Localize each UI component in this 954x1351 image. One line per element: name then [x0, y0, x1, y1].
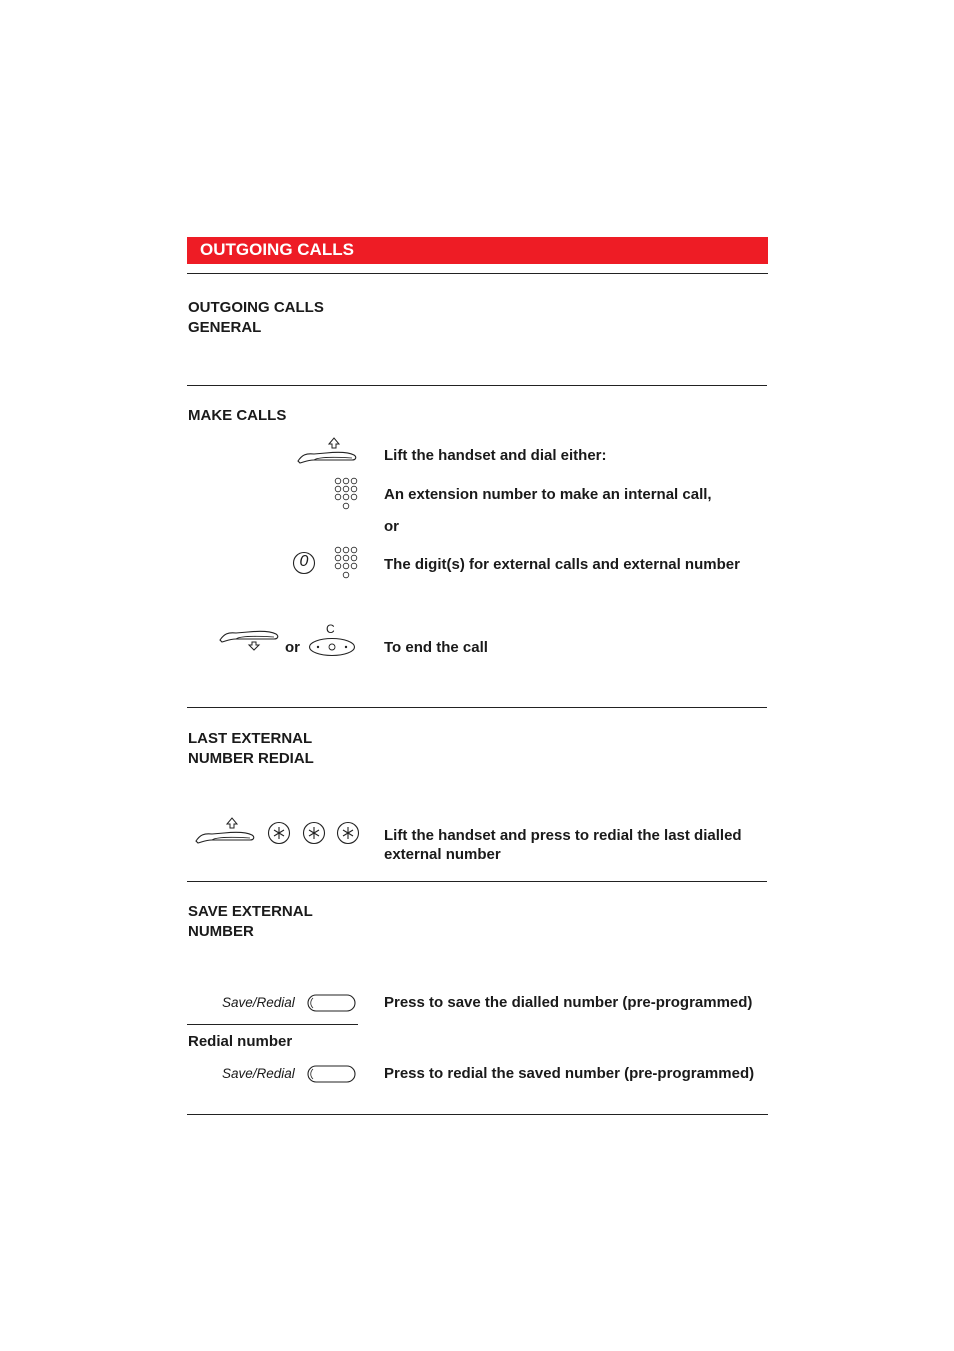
- programmable-key-icon[interactable]: [307, 1064, 357, 1084]
- divider: [187, 707, 767, 708]
- or-between-icons: or: [285, 639, 300, 656]
- star-key-icon: [267, 821, 291, 845]
- keypad-icon: [333, 476, 359, 512]
- save-number-heading: [188, 902, 313, 942]
- save-redial-key-label: Save/Redial: [222, 995, 295, 1010]
- keypad-icon: [333, 545, 359, 581]
- general-heading-line1: OUTGOING CALLS: [188, 299, 324, 316]
- programmable-key-icon[interactable]: [307, 993, 357, 1013]
- external-instruction: The digit(s) for external calls and external number: [384, 556, 740, 573]
- last-redial-heading-line1: LAST EXTERNAL: [188, 730, 313, 747]
- clear-key-icon: [308, 637, 356, 657]
- last-redial-text-line1: Lift the handset and press to redial the last dialled: [384, 827, 742, 844]
- general-heading-line2: GENERAL: [188, 319, 262, 336]
- handset-lift-icon: [296, 435, 358, 465]
- handset-replace-icon: [218, 628, 280, 654]
- divider: [187, 385, 767, 386]
- banner-title: OUTGOING CALLS: [200, 240, 354, 259]
- extension-instruction: An extension number to make an internal call,: [384, 486, 712, 503]
- sub-divider: [187, 1024, 358, 1025]
- divider: [187, 881, 767, 882]
- zero-key-icon: [292, 551, 316, 575]
- save-number-heading-line2: NUMBER: [188, 923, 254, 940]
- star-key-icon: [336, 821, 360, 845]
- redial-instruction: Press to redial the saved number (pre-programmed): [384, 1065, 755, 1082]
- clear-key-label: C: [326, 622, 335, 636]
- last-redial-heading: [188, 729, 314, 769]
- save-instruction: Press to save the dialled number (pre-programmed): [384, 994, 753, 1011]
- last-redial-instruction: [384, 826, 742, 864]
- redial-number-heading: Redial number: [188, 1033, 293, 1050]
- lift-instruction: Lift the handset and dial either:: [384, 447, 607, 464]
- star-key-icon: [302, 821, 326, 845]
- save-number-heading-line1: SAVE EXTERNAL: [188, 903, 313, 920]
- make-calls-heading: MAKE CALLS: [188, 407, 287, 424]
- last-redial-text-line2: external number: [384, 846, 501, 863]
- or-text: or: [384, 518, 399, 535]
- zero-key-label: 0: [299, 553, 309, 570]
- end-call-instruction: To end the call: [384, 639, 488, 656]
- last-redial-heading-line2: NUMBER REDIAL: [188, 750, 314, 767]
- divider: [187, 273, 768, 274]
- handset-lift-icon: [194, 815, 256, 845]
- save-redial-key-label: Save/Redial: [222, 1066, 295, 1081]
- general-heading: [188, 298, 324, 338]
- divider: [187, 1114, 768, 1115]
